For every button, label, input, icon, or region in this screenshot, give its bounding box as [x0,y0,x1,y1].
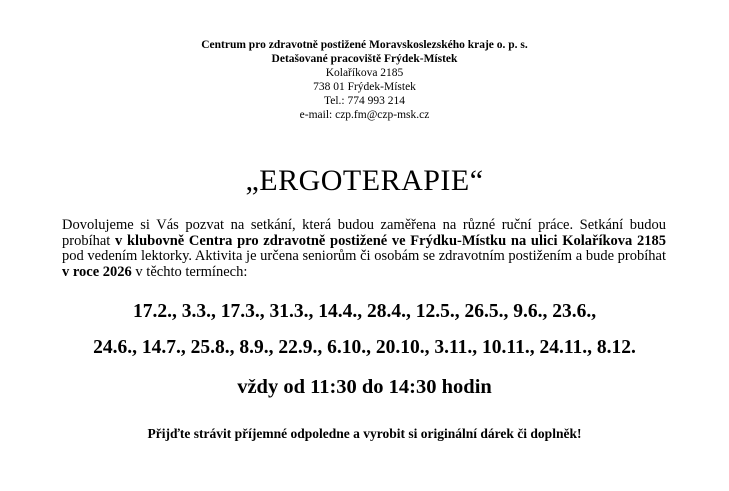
intro-paragraph [62,218,666,280]
branch-name: Detašované pracoviště Frýdek-Místek [271,53,458,65]
intro-venue: v klubovně Centra pro zdravotně postižené ve Frýdku-Místku na ulici Kolaříkova 2185 [115,232,666,249]
intro-text-2: pod vedením lektorky. Aktivita je určena seniorům či osobám se zdravotním postižením a bude probíhat [62,248,666,264]
intro-year: v roce 2026 [62,263,132,280]
city-address: 738 01 Frýdek-Místek [313,81,416,93]
email-address: e-mail: czp.fm@czp-msk.cz [299,109,430,121]
dates-line-2: 24.6., 14.7., 25.8., 8.9., 22.9., 6.10., 20.10., 3.11., 10.11., 24.11., 8.12. [93,337,636,358]
street-address: Kolaříkova 2185 [325,67,404,79]
dates-line-1: 17.2., 3.3., 17.3., 31.3., 14.4., 28.4., 12.5., 26.5., 9.6., 23.6., [132,301,597,322]
invitation-closing: Přijďte strávit příjemné odpoledne a vyrobit si originální dárek či doplněk! [147,426,582,441]
organization-name: Centrum pro zdravotně postižené Moravskoslezského kraje o. p. s. [201,39,528,51]
session-time: vždy od 11:30 do 14:30 hodin [237,376,492,398]
intro-text-3: v těchto termínech: [131,263,248,280]
phone-number: Tel.: 774 993 214 [324,95,405,107]
page-title: „ERGOTERAPIE“ [245,164,484,197]
letterhead [0,38,729,122]
intro-text-1: Dovolujeme si Vás pozvat na setkání, která budou zaměřena na různé ruční práce. Setkání budou probíhat [62,217,666,249]
